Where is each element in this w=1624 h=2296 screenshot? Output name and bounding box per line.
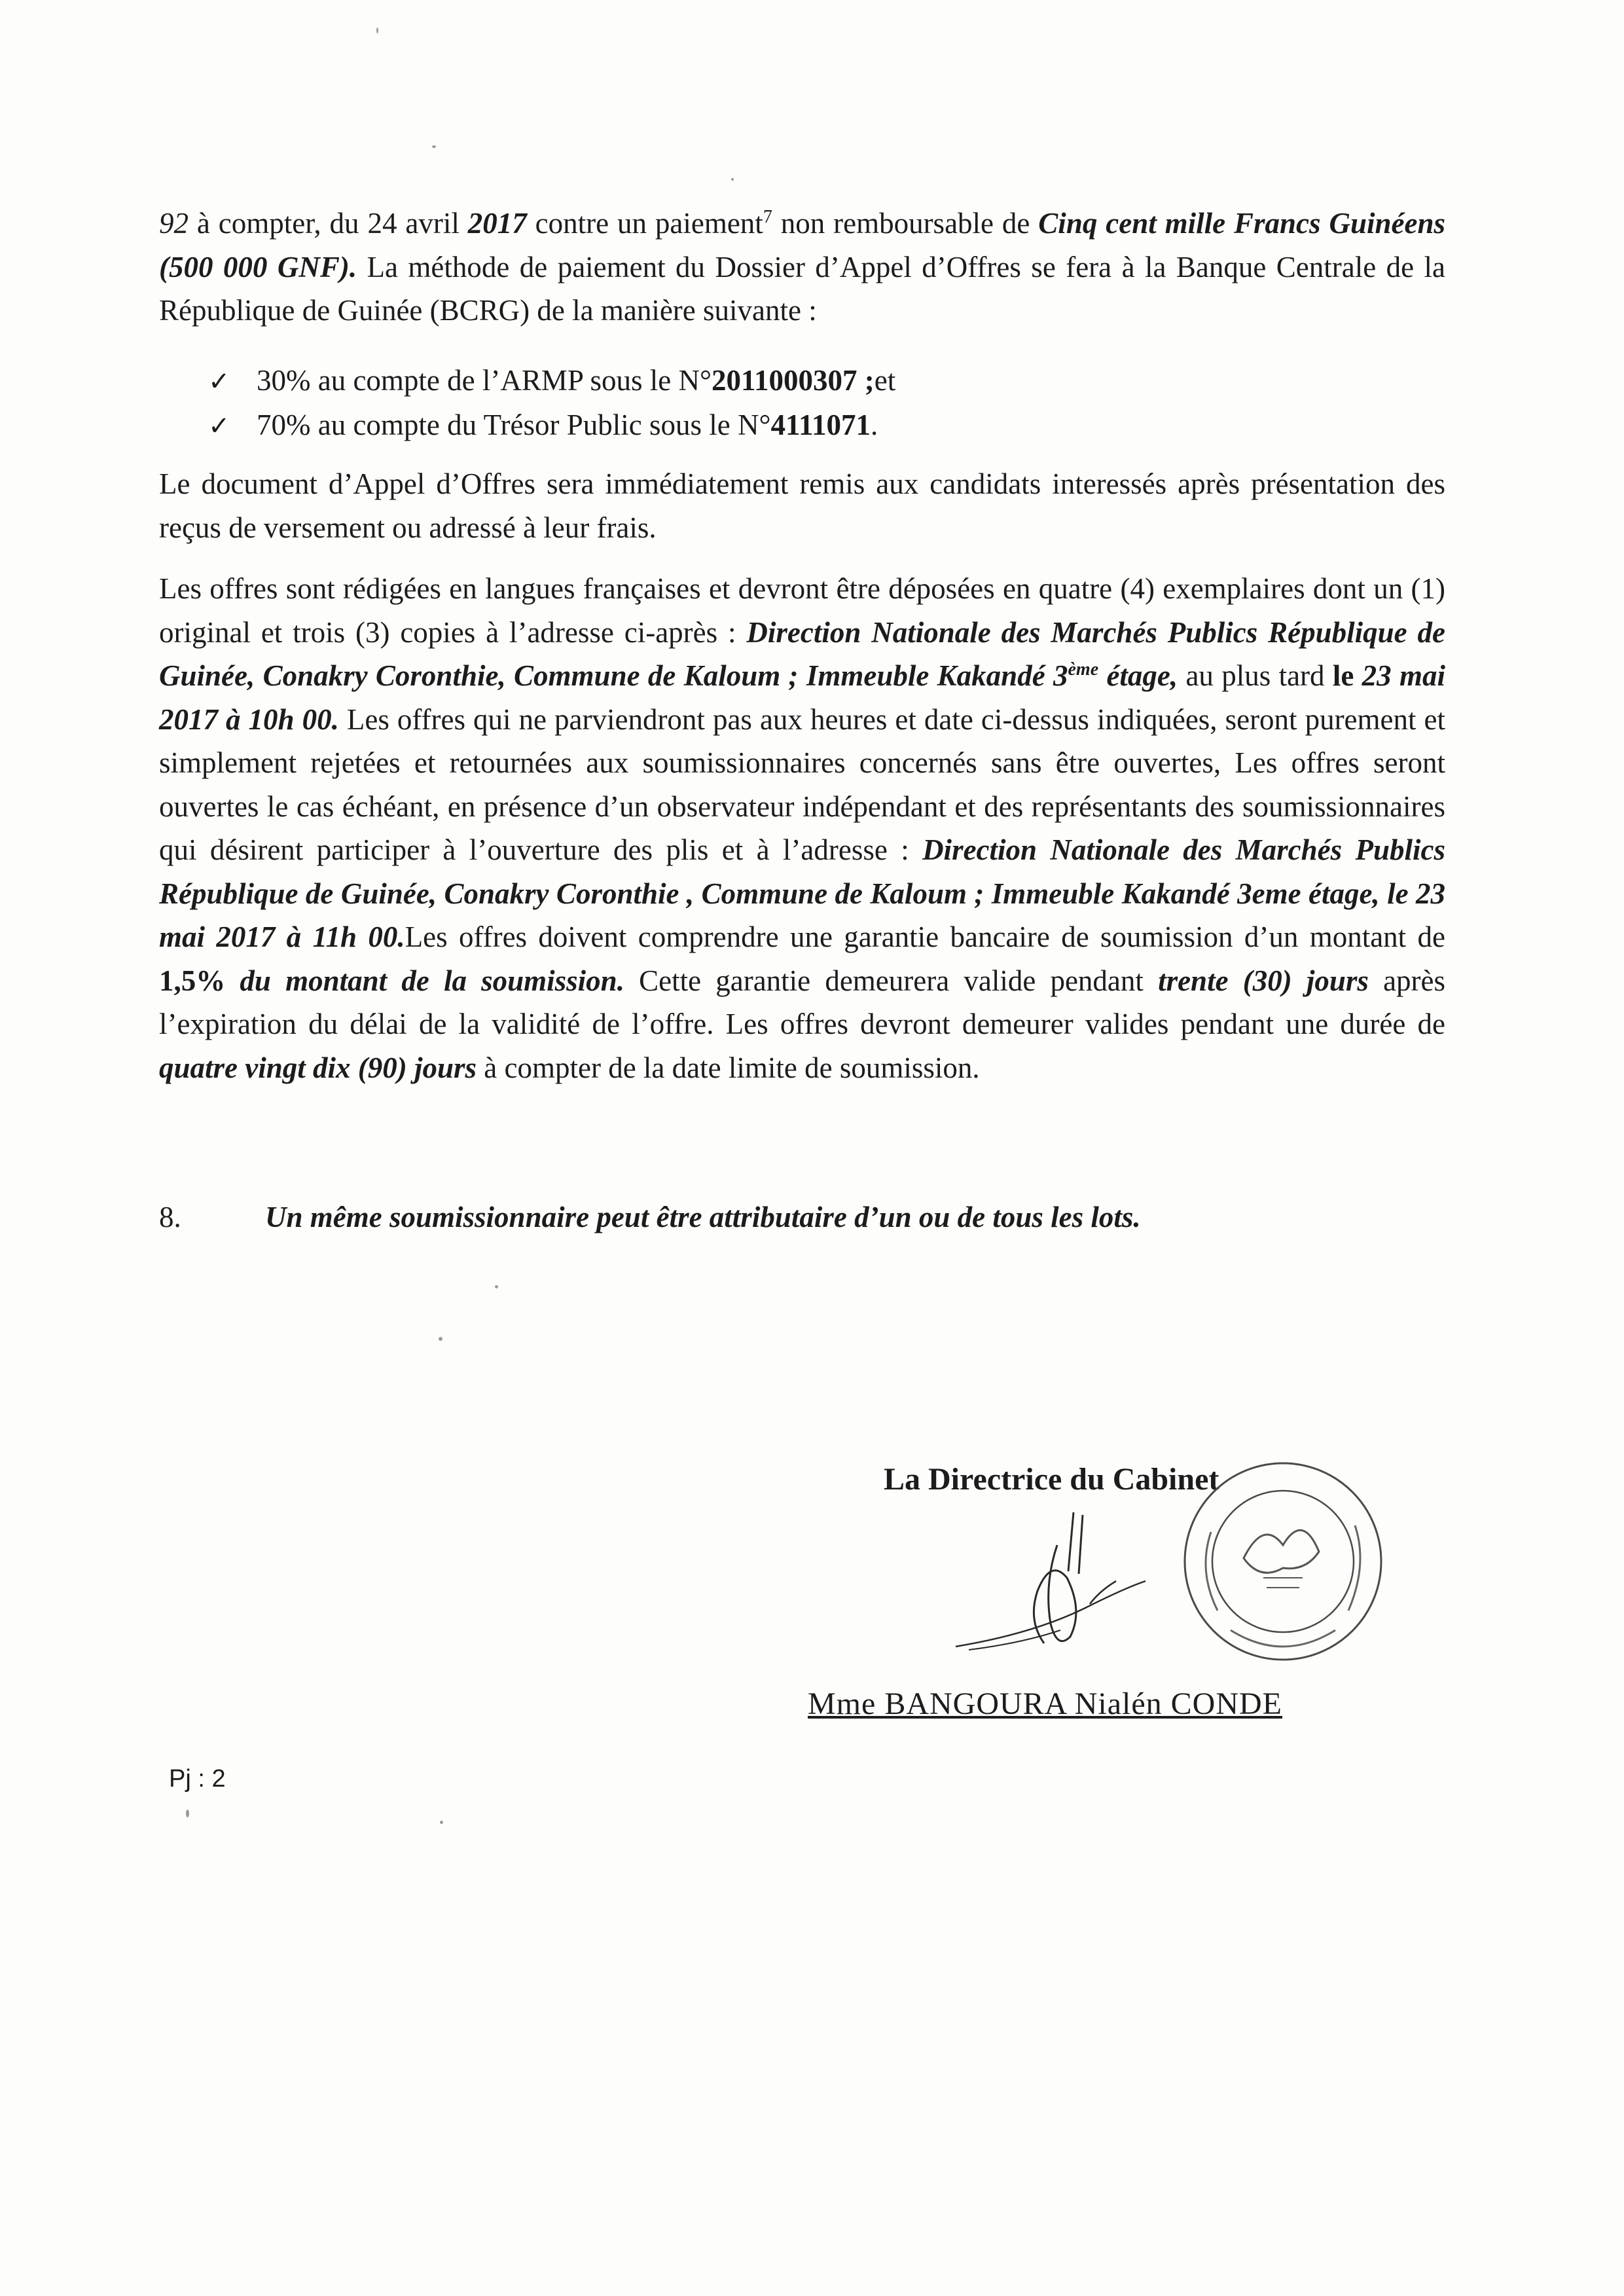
lots-clause: 8. Un même soumissionnaire peut être attributaire d’un ou de tous les lots. — [159, 1195, 1141, 1239]
checkmark-icon: ✓ — [208, 411, 230, 441]
scan-speck — [186, 1810, 189, 1817]
attachments-note: Pj : 2 — [169, 1765, 226, 1793]
scan-speck — [495, 1285, 498, 1288]
scan-speck — [432, 145, 436, 148]
payment-accounts-list — [208, 359, 895, 448]
account-number: 4111071 — [770, 409, 871, 441]
year: 2017 — [467, 207, 527, 240]
scan-speck — [439, 1337, 442, 1341]
reference-number: 92 — [159, 207, 189, 240]
checkmark-icon: ✓ — [208, 367, 230, 397]
deadline: 23 mai 2017 à 10h 00. — [159, 659, 1445, 736]
clause-number: 8. — [159, 1201, 181, 1233]
submission-paragraph: Les offres sont rédigées en langues françaises et devront être déposées en quatre (4) exemplaires dont un (1) original et trois (3) copies à l’adresse ci-après : Direction Nationale des Marchés Publics République de Guinée, Conakry Coronthie, Commune de Kaloum ; Immeuble Kakandé 3ème étage, au plus tard le 23 mai 2017 à 10h 00. Les offres qui ne parviendront pas aux heures et date ci-dessus indiquées, seront purement et simplement rejetées et retournées aux soumissionnaires concernés sans être ouvertes, Les offres seront ouvertes le cas échéant, en présence d’un observateur indépendant et des représentants des soumissionnaires qui désirent participer à l’ouverture des plis et à l’adresse : Direction Nationale des Marchés Publics République de Guinée, Conakry Coronthie , Commune de Kaloum ; Immeuble Kakandé 3eme étage, le 23 mai 2017 à 11h 00.Les offres doivent comprendre une garantie bancaire de soumission d’un montant de 1,5% du montant de la soumission. Cette garantie demeurera valide pendant trente (30) jours après l’expiration du délai de la validité de l’offre. Les offres devront demeurer valides pendant une durée de quatre vingt dix (90) jours à compter de la date limite de soumission. — [159, 572, 1446, 1084]
official-stamp — [1132, 1453, 1401, 1669]
list-item: ✓ 70% au compte du Trésor Public sous le N° 4111071 . — [208, 403, 895, 448]
amount-text: Cinq cent mille Francs Guinéens (500 000 GNF). — [159, 207, 1445, 283]
scan-speck — [731, 178, 734, 181]
document-delivery-paragraph: Le document d’Appel d’Offres sera immédiatement remis aux candidats interessés après présentation des reçus de versement ou adressé à leur frais. — [159, 467, 1445, 544]
scan-speck — [440, 1821, 443, 1824]
signatory-title: La Directrice du Cabinet — [884, 1462, 1219, 1497]
signatory-name: Mme BANGOURA Nialén CONDE — [808, 1686, 1282, 1721]
account-number: 2011000307 ; — [712, 364, 875, 397]
payment-paragraph: 92 à compter, du 24 avril 2017 contre un paiement$^7$ non remboursable de Cinq cent mille Francs Guinéens (500 000 GNF). La méthode de paiement du Dossier d’Appel d’Offres se fera à la Banque Centrale de la République de Guinée (BCRG) de la manière suivante : — [159, 207, 1445, 327]
footnote-marker: 7 — [763, 207, 772, 227]
handwritten-signature — [943, 1506, 1152, 1676]
scan-speck — [376, 27, 378, 33]
list-item: ✓ 30% au compte de l’ARMP sous le N° 2011000307 ; et — [208, 359, 895, 403]
